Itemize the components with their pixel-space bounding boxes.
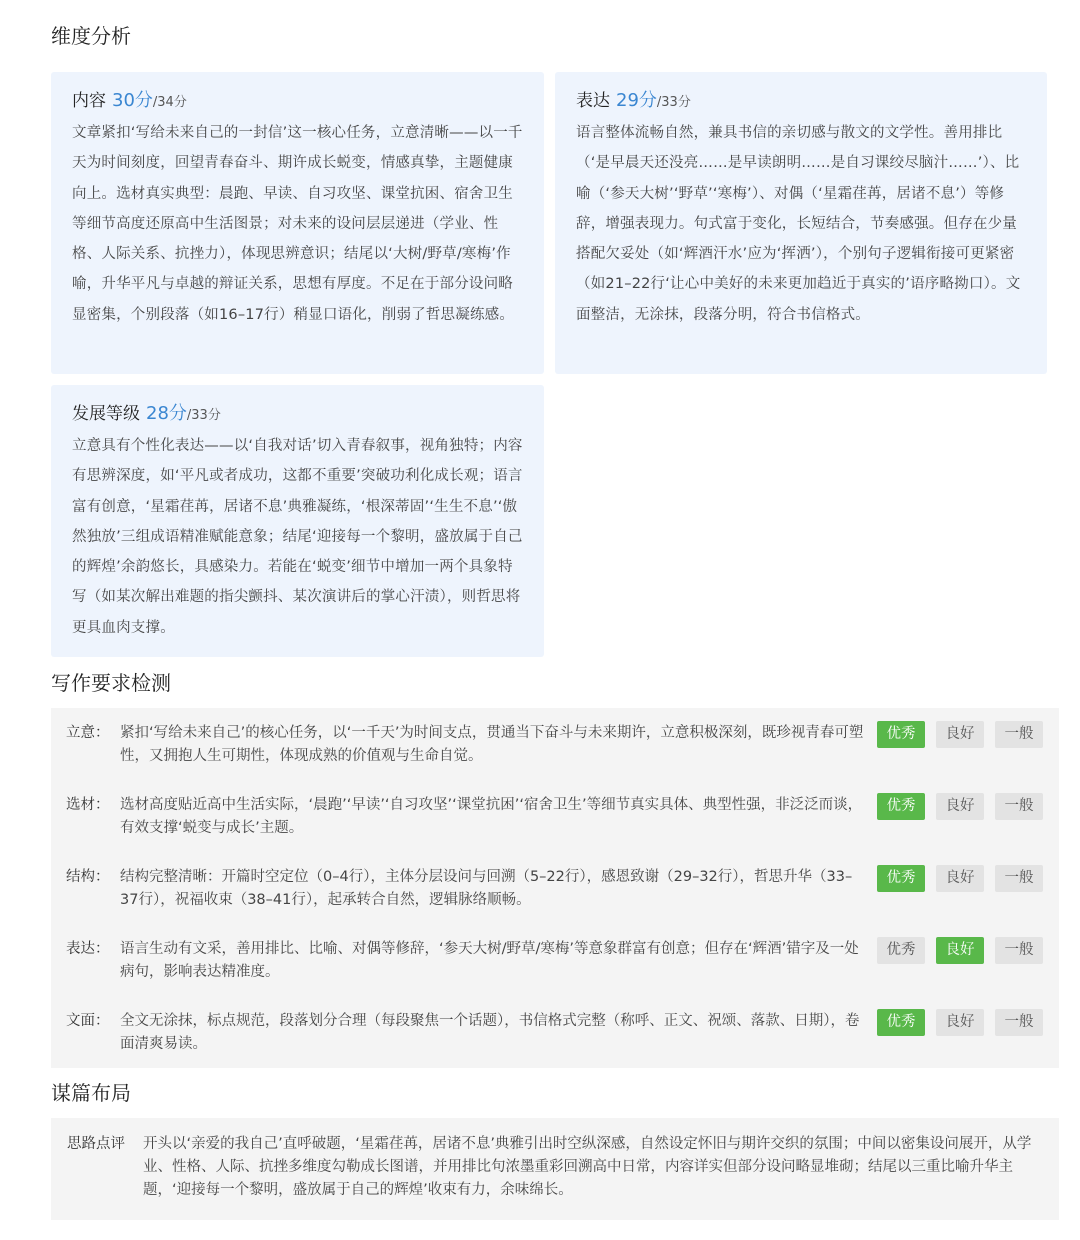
rating-excellent-button[interactable]: 优秀 bbox=[877, 937, 925, 964]
requirement-text: 紧扣‘写给未来自己’的核心任务，以‘一千天’为时间支点，贯通当下奋斗与未来期许，立意积极深刻，既珍视青春可塑性，又拥抱人生可期性，体现成熟的价值观与生命自觉。 bbox=[120, 725, 864, 764]
card-development-name: 发展等级 bbox=[72, 404, 140, 424]
rating-excellent-button[interactable]: 优秀 bbox=[877, 1009, 925, 1036]
card-expression-score: 29分 bbox=[616, 90, 657, 111]
rating-group bbox=[877, 865, 1043, 892]
requirement-text: 结构完整清晰：开篇时空定位（0–4行），主体分层设问与回溯（5–22行），感恩致谢（29–32行），哲思升华（33–37行），祝福收束（38–41行），起承转合自然，逻辑脉络顺畅。 bbox=[120, 869, 853, 908]
section-title-dimension: 维度分析 bbox=[51, 24, 131, 48]
card-development-header bbox=[72, 399, 524, 423]
rating-average-button[interactable]: 一般 bbox=[995, 937, 1043, 964]
rating-good-button[interactable]: 良好 bbox=[936, 793, 984, 820]
card-content bbox=[51, 72, 544, 374]
requirement-text: 语言生动有文采，善用排比、比喻、对偶等修辞，‘参天大树/野草/寒梅’等意象群富有创意；但存在‘辉酒’错字及一处病句，影响表达精准度。 bbox=[120, 941, 859, 980]
card-content-text: 文章紧扣‘写给未来自己的一封信’这一核心任务，立意清晰——以一千天为时间刻度，回望青春奋斗、期许成长蜕变，情感真挚，主题健康向上。选材真实典型：晨跑、早读、自习攻坚、课堂抗困、宿舍卫生等细节高度还原高中生活图景；对未来的设问层层递进（学业、性格、人际关系、抗挫力），体现思辨意识；结尾以‘大树/野草/寒梅’作喻，升华平凡与卓越的辩证关系，思想有厚度。不足在于部分设问略显密集，个别段落（如16–17行）稍显口语化，削弱了哲思凝练感。 bbox=[72, 125, 523, 323]
rating-excellent-button[interactable]: 优秀 bbox=[877, 793, 925, 820]
rating-average-button[interactable]: 一般 bbox=[995, 721, 1043, 748]
layout-review-text: 开头以‘亲爱的我自己’直呼破题，‘星霜荏苒，居诸不息’典雅引出时空纵深感，自然设定怀旧与期许交织的氛围；中间以密集设问展开，从学业、性格、人际、抗挫多维度勾勒成长图谱，并用排比句浓墨重彩回溯高中日常，内容详实但部分设问略显堆砌；结尾以三重比喻升华主题，‘迎接每一个黎明，盛放属于自己的辉煌’收束有力，余味绵长。 bbox=[143, 1136, 1032, 1198]
requirement-row-structure bbox=[66, 866, 1051, 922]
card-content-header bbox=[72, 86, 524, 110]
card-development-max: /33分 bbox=[186, 408, 221, 423]
requirement-row-theme bbox=[66, 722, 1051, 778]
requirement-text: 全文无涂抹，标点规范，段落划分合理（每段聚焦一个话题），书信格式完整（称呼、正文、祝颂、落款、日期），卷面清爽易读。 bbox=[120, 1013, 860, 1052]
requirement-text: 选材高度贴近高中生活实际，‘晨跑’‘早读’‘自习攻坚’‘课堂抗困’‘宿舍卫生’等细节真实具体、典型性强，非泛泛而谈，有效支撑‘蜕变与成长’主题。 bbox=[120, 797, 863, 836]
rating-good-button[interactable]: 良好 bbox=[936, 865, 984, 892]
rating-average-button[interactable]: 一般 bbox=[995, 1009, 1043, 1036]
requirement-row-material bbox=[66, 794, 1051, 850]
requirement-label: 表达： bbox=[66, 941, 110, 957]
layout-review-label: 思路点评 bbox=[67, 1136, 125, 1152]
rating-good-button[interactable]: 良好 bbox=[936, 1009, 984, 1036]
requirement-label: 文面： bbox=[66, 1013, 110, 1029]
rating-group bbox=[877, 937, 1043, 964]
rating-good-button[interactable]: 良好 bbox=[936, 721, 984, 748]
card-expression-text: 语言整体流畅自然，兼具书信的亲切感与散文的文学性。善用排比（‘是早晨天还没亮……是早读朗明……是自习课绞尽脑汁……’）、比喻（‘参天大树’‘野草’‘寒梅’）、对偶（‘星霜荏苒，居诸不息’）等修辞，增强表现力。句式富于变化，长短结合，节奏感强。但存在少量搭配欠妥处（如‘辉酒汗水’应为‘挥洒’），个别句子逻辑衔接可更紧密（如21–22行‘让心中美好的未来更加趋近于真实的’语序略拗口）。文面整洁，无涂抹，段落分明，符合书信格式。 bbox=[576, 125, 1021, 323]
layout-review-panel bbox=[51, 1118, 1059, 1220]
rating-average-button[interactable]: 一般 bbox=[995, 793, 1043, 820]
requirements-panel bbox=[51, 708, 1059, 1068]
rating-group bbox=[877, 721, 1043, 748]
requirement-label: 选材： bbox=[66, 797, 110, 813]
card-development bbox=[51, 385, 544, 657]
requirement-label: 结构： bbox=[66, 869, 110, 885]
requirement-row-expression bbox=[66, 938, 1051, 994]
card-development-text: 立意具有个性化表达——以‘自我对话’切入青春叙事，视角独特；内容有思辨深度，如‘平凡或者成功，这都不重要’突破功利化成长观；语言富有创意，‘星霜荏苒，居诸不息’典雅凝练，‘根深蒂固’‘生生不息’‘傲然独放’三组成语精准赋能意象；结尾‘迎接每一个黎明，盛放属于自己的辉煌’余韵悠长，具感染力。若能在‘蜕变’细节中增加一两个具象特写（如某次解出难题的指尖颤抖、某次演讲后的掌心汗渍），则哲思将更具血肉支撑。 bbox=[72, 438, 523, 636]
requirement-label: 立意： bbox=[66, 725, 110, 741]
rating-good-button[interactable]: 良好 bbox=[936, 937, 984, 964]
card-content-max: /34分 bbox=[152, 95, 187, 110]
rating-group bbox=[877, 793, 1043, 820]
card-expression bbox=[555, 72, 1047, 374]
rating-excellent-button[interactable]: 优秀 bbox=[877, 721, 925, 748]
requirement-row-presentation bbox=[66, 1010, 1051, 1066]
card-expression-max: /33分 bbox=[656, 95, 691, 110]
card-development-score: 28分 bbox=[146, 403, 187, 424]
card-expression-name: 表达 bbox=[576, 91, 610, 111]
card-content-score: 30分 bbox=[112, 90, 153, 111]
card-expression-header bbox=[576, 86, 1027, 110]
card-content-name: 内容 bbox=[72, 91, 106, 111]
rating-group bbox=[877, 1009, 1043, 1036]
section-title-layout: 谋篇布局 bbox=[51, 1081, 131, 1105]
rating-average-button[interactable]: 一般 bbox=[995, 865, 1043, 892]
section-title-requirements: 写作要求检测 bbox=[51, 671, 171, 695]
rating-excellent-button[interactable]: 优秀 bbox=[877, 865, 925, 892]
